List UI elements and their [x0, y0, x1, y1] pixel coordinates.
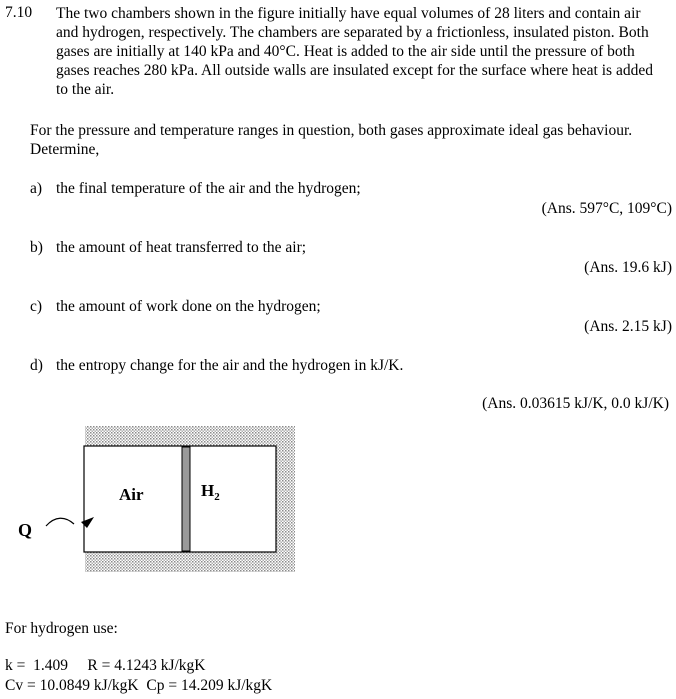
- hydrogen-constants-line1: k = 1.409 R = 4.1243 kJ/kgK: [5, 657, 206, 674]
- problem-statement: The two chambers shown in the figure initially have equal volumes of 28 liters and contain air and hydrogen, respectively. The chambers are separated by a frictionless, insulated piston. Both gases are initially at 140 kPa and 40°C. Heat is added to the air side until the pressure of both gases reaches 280 kPa. All outside walls are insulated except for the surface where heat is added to the air.: [56, 5, 653, 98]
- part-c-answer: (Ans. 2.15 kJ): [584, 318, 672, 335]
- air-label: Air: [119, 485, 144, 504]
- h2-subscript: 2: [214, 491, 220, 503]
- part-a-text: the final temperature of the air and the hydrogen;: [56, 180, 361, 197]
- intro-paragraph: For the pressure and temperature ranges in question, both gases approximate ideal gas behaviour. Determine,: [30, 122, 633, 158]
- piston-chamber-figure: [0, 420, 320, 580]
- part-c: [30, 298, 321, 316]
- part-d-label: d): [30, 357, 43, 374]
- part-b-text: the amount of heat transferred to the air;: [56, 239, 307, 256]
- part-a-label: a): [30, 180, 43, 197]
- problem-number: 7.10: [5, 4, 33, 21]
- hydrogen-constants-line2: Cv = 10.0849 kJ/kgK Cp = 14.209 kJ/kgK: [5, 677, 273, 694]
- part-b-label: b): [30, 239, 43, 256]
- part-b-answer: (Ans. 19.6 kJ): [584, 259, 672, 276]
- part-a: [30, 180, 361, 198]
- part-b: [30, 239, 306, 257]
- part-a-answer: (Ans. 597°C, 109°C): [541, 200, 672, 217]
- h2-symbol: H: [201, 481, 215, 500]
- part-d-answer: (Ans. 0.03615 kJ/K, 0.0 kJ/K): [482, 395, 669, 412]
- heat-label: Q: [18, 520, 33, 540]
- piston: [182, 447, 190, 551]
- heat-arrow-curve: [46, 518, 74, 526]
- part-c-text: the amount of work done on the hydrogen;: [56, 298, 321, 315]
- part-d: [30, 357, 403, 375]
- part-d-text: the entropy change for the air and the hydrogen in kJ/K.: [56, 357, 404, 374]
- chamber-box: [84, 446, 276, 552]
- part-c-label: c): [30, 298, 43, 315]
- hydrogen-heading: For hydrogen use:: [5, 620, 118, 637]
